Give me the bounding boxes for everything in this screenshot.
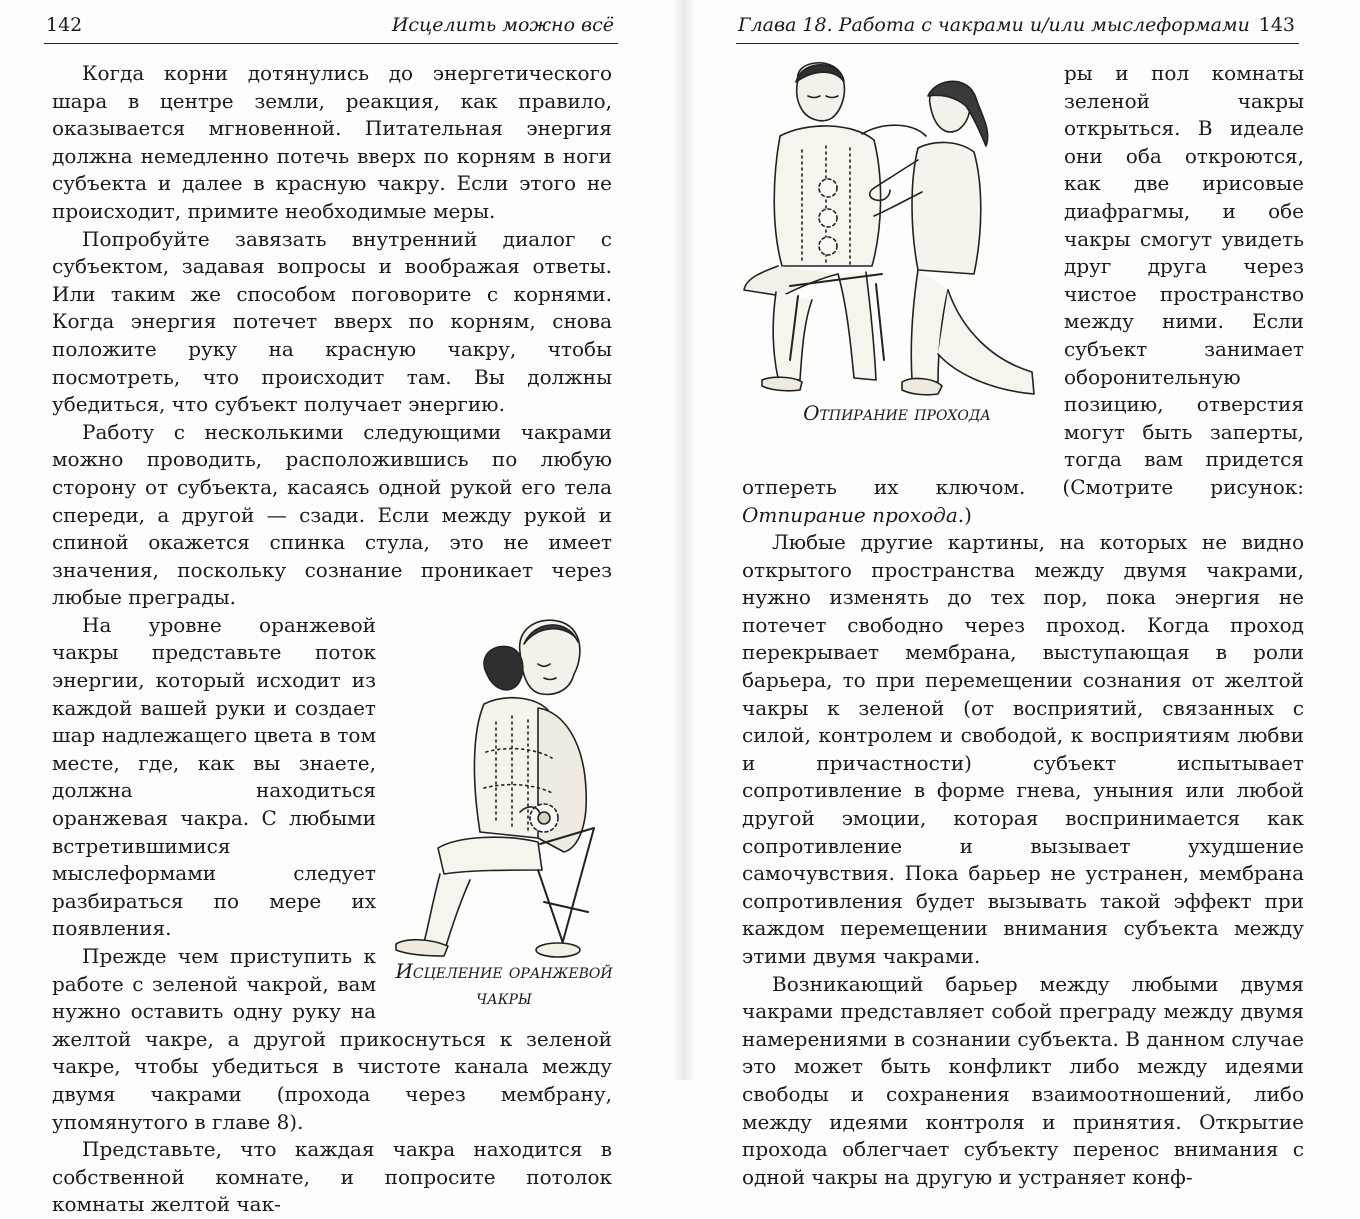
right-running-title: Глава 18. Работа с чакрами и/или мыслеформами: [738, 14, 1250, 36]
continuation-tail: .): [957, 502, 972, 527]
paragraph: Прежде чем приступить к работе с зеленой чакрой, вам нужно оставить одну руку на желтой чакре, а другой прикоснуться к зеленой чакре, чтобы убедиться в чистоте канала между двумя чакрами (прохода через мембрану, упомянутого в главе 8).: [52, 944, 612, 1134]
figure-orange-chakra-caption: Исцеление оранжевой чакры: [395, 958, 613, 1009]
paragraph: Возникающий барьер между любыми двумя чакрами представляет собой преграду между двумя намерениями в сознании субъекта. В данном случае это может быть конфликт либо между идеями свободы и сохранения взаимоотношений, либо между идеями контроля и принятия. Открытие прохода облегчает субъекту перенос внимания с одной чакры на другую и устраняет конф-: [742, 971, 1304, 1189]
right-page-number: 143: [1258, 14, 1295, 36]
paragraph: Работу с несколькими следующими чакрами можно проводить, расположившись по любую сторону от субъекта, касаясь одной рукой его тела спереди, а другой — сзади. Если между рукой и спиной окажется спинка стула, это не имеет значения, поскольку сознание проникает через любые преграды.: [52, 419, 612, 610]
left-header-rule: [44, 43, 618, 44]
right-page-body: [742, 60, 1304, 1191]
figure-unlocking-passage-caption: Отпирание прохода: [803, 401, 991, 425]
figure-orange-chakra-illustration: [388, 612, 620, 958]
left-page-header: [44, 8, 618, 44]
figure-unlocking-passage: [742, 60, 1052, 450]
right-page: [696, 0, 1360, 1189]
right-header-rule: [736, 43, 1299, 44]
book-gutter: [672, 0, 696, 1080]
figure-reference: Отпирание прохода: [742, 502, 958, 527]
figure-orange-chakra: [388, 612, 620, 1012]
paragraph: Любые другие картины, на которых не видно открытого пространства между двумя чакрами, нужно изменять до тех пор, пока энергия не потечет свободно через проход. Когда проход перекрывает мембрана, выступающая в роли барьера, то при перемещении сознания от желтой чакры к зеленой (от восприятий, связанных с силой, контролем и свободой, к восприятиям любви и причастности) субъект испытывает сопротивление в форме гнева, уныния или любой другой эмоции, которая воспринимается как сопротивление и вызывает ухудшение самочувствия. Пока барьер не устранен, мембрана сопротивления будет вызывать такой эффект при каждом перемещении внимания субъекта между этими двумя чакрами.: [742, 530, 1304, 968]
left-running-title: Исцелить можно всё: [391, 14, 614, 36]
continuation-text: ры и пол комнаты зеленой чакры открыться. В идеале они оба откроются, как две ирисовые диафрагмы, и обе чакры смогут увидеть друг друга через чистое пространство между ними. Если субъект занимает оборонительную позицию, отверстия могут быть заперты, тогда вам придется отпереть их ключом. (Смотрите рисунок:: [742, 61, 1304, 499]
left-page: [0, 0, 670, 1217]
paragraph: Представьте, что каждая чакра находится в собственной комнате, и попросите потолок комнаты желтой чак-: [52, 1137, 612, 1217]
paragraph: Когда корни дотянулись до энергетического шара в центре земли, реакция, как правило, оказывается мгновенной. Питательная энергия должна немедленно потечь вверх по корням в ноги субъекта и далее в красную чакру. Если этого не происходит, примите необходимые меры.: [52, 61, 612, 223]
paragraph: Попробуйте завязать внутренний диалог с субъектом, задавая вопросы и воображая ответы. Или таким же способом поговорите с корнями. Когда энергия потечет вверх по корням, снова положите руку на красную чакру, чтобы посмотреть, что происходит там. Вы должны убедиться, что субъект получает энергию.: [52, 226, 612, 417]
paragraph: На уровне оранжевой чакры представьте поток энергии, который исходит из каждой вашей руки и создает шар надлежащего цвета в том месте, где, как вы знаете, должна находиться оранжевая чакра. С любыми встретившимися мыслеформами следует разбираться по мере их появления.: [52, 612, 376, 941]
right-page-header: [736, 8, 1299, 44]
left-page-body: [52, 60, 612, 1219]
figure-unlocking-passage-illustration: [742, 60, 1052, 400]
left-page-number: 142: [46, 14, 83, 36]
